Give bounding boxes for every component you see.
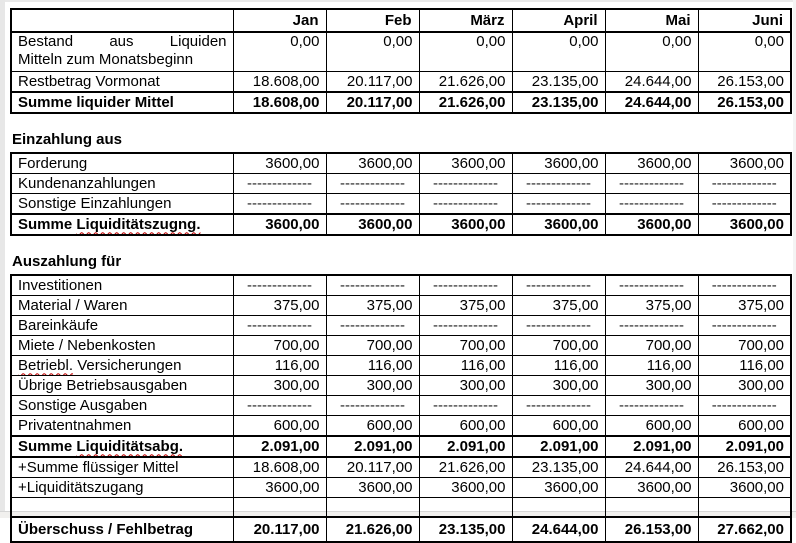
- row-label: Investitionen: [11, 275, 233, 296]
- value-cell: -------------: [419, 396, 512, 416]
- value-cell: 600,00: [326, 416, 419, 437]
- table-row: [11, 356, 791, 376]
- value-cell: 600,00: [233, 416, 326, 437]
- value-cell: 2.091,00: [326, 436, 419, 457]
- value-cell: -------------: [326, 174, 419, 194]
- label-spellcheck-marked: Liquiditätszugng.: [76, 215, 201, 233]
- value-cell: 3600,00: [512, 214, 605, 235]
- value-cell: 300,00: [605, 376, 698, 396]
- row-label: Forderung: [11, 153, 233, 174]
- value-cell: 18.608,00: [233, 457, 326, 478]
- row-label: Sonstige Ausgaben: [11, 396, 233, 416]
- row-label: [11, 356, 233, 376]
- value-cell: 300,00: [419, 376, 512, 396]
- value-cell: 3600,00: [233, 153, 326, 174]
- value-cell: 24.644,00: [512, 517, 605, 542]
- value-cell: -------------: [698, 194, 791, 215]
- value-cell: -------------: [326, 396, 419, 416]
- value-cell: -------------: [605, 316, 698, 336]
- value-cell: 26.153,00: [698, 457, 791, 478]
- value-cell: 600,00: [419, 416, 512, 437]
- value-cell: 3600,00: [605, 478, 698, 498]
- table-row: [11, 478, 791, 498]
- row-label: Übrige Betriebsausgaben: [11, 376, 233, 396]
- value-cell: 3600,00: [605, 153, 698, 174]
- value-cell: 375,00: [605, 296, 698, 316]
- row-label: Kundenanzahlungen: [11, 174, 233, 194]
- value-cell: -------------: [698, 174, 791, 194]
- label-text: Summe: [18, 437, 77, 455]
- value-cell: 700,00: [605, 336, 698, 356]
- row-label: Restbetrag Vormonat: [11, 72, 233, 93]
- value-cell: 26.153,00: [698, 72, 791, 93]
- row-label: Summe liquider Mittel: [11, 92, 233, 113]
- table-row: [11, 376, 791, 396]
- value-cell: 2.091,00: [698, 436, 791, 457]
- value-cell: 3600,00: [698, 153, 791, 174]
- value-cell: 20.117,00: [326, 72, 419, 93]
- value-cell: [419, 498, 512, 518]
- table-row: [11, 396, 791, 416]
- value-cell: 3600,00: [233, 478, 326, 498]
- value-cell: 27.662,00: [698, 517, 791, 542]
- row-label: Privatentnahmen: [11, 416, 233, 437]
- value-cell: -------------: [698, 275, 791, 296]
- page-edge-top: [0, 0, 796, 2]
- table-body: [11, 275, 791, 542]
- value-cell: 26.153,00: [698, 92, 791, 113]
- table-row: [11, 194, 791, 215]
- value-cell: 3600,00: [326, 214, 419, 235]
- month-header: März: [419, 9, 512, 32]
- value-cell: 26.153,00: [605, 517, 698, 542]
- label-text: Versicherungen: [73, 356, 182, 374]
- value-cell: 3600,00: [419, 478, 512, 498]
- value-cell: 2.091,00: [605, 436, 698, 457]
- value-cell: 0,00: [698, 32, 791, 72]
- value-cell: -------------: [419, 174, 512, 194]
- value-cell: [233, 498, 326, 518]
- page-edge-left: [0, 0, 5, 518]
- month-header: Feb: [326, 9, 419, 32]
- row-label-line1: Bestand aus Liquiden: [18, 33, 227, 50]
- value-cell: 2.091,00: [512, 436, 605, 457]
- table-row: [11, 32, 791, 72]
- value-cell: 700,00: [419, 336, 512, 356]
- value-cell: -------------: [605, 396, 698, 416]
- value-cell: 3600,00: [419, 214, 512, 235]
- label-text: Summe: [18, 215, 77, 233]
- table-row: [11, 517, 791, 542]
- value-cell: -------------: [605, 194, 698, 215]
- corner-cell: [11, 9, 233, 32]
- row-label: +Summe flüssiger Mittel: [11, 457, 233, 478]
- row-label: Überschuss / Fehlbetrag: [11, 517, 233, 542]
- value-cell: 23.135,00: [512, 92, 605, 113]
- value-cell: -------------: [326, 275, 419, 296]
- value-cell: -------------: [419, 316, 512, 336]
- table-body: [11, 153, 791, 235]
- row-label: [11, 498, 233, 518]
- value-cell: 3600,00: [512, 478, 605, 498]
- value-cell: 23.135,00: [512, 457, 605, 478]
- value-cell: 18.608,00: [233, 92, 326, 113]
- value-cell: 0,00: [605, 32, 698, 72]
- table-row: [11, 416, 791, 437]
- table-row: [11, 336, 791, 356]
- row-label: Bareinkäufe: [11, 316, 233, 336]
- row-label: [11, 32, 233, 72]
- section-heading-auszahlung: Auszahlung für: [12, 253, 122, 270]
- auszahlung-table: [10, 274, 792, 543]
- value-cell: 3600,00: [326, 153, 419, 174]
- label-spellcheck-marked: Liquiditätsabg.: [76, 437, 184, 455]
- value-cell: 600,00: [512, 416, 605, 437]
- row-label: [11, 436, 233, 457]
- value-cell: -------------: [233, 194, 326, 215]
- value-cell: [512, 498, 605, 518]
- row-label: +Liquiditätszugang: [11, 478, 233, 498]
- value-cell: -------------: [698, 316, 791, 336]
- value-cell: 3600,00: [233, 214, 326, 235]
- value-cell: -------------: [326, 316, 419, 336]
- value-cell: 21.626,00: [419, 457, 512, 478]
- value-cell: -------------: [512, 194, 605, 215]
- section-heading-einzahlung: Einzahlung aus: [12, 131, 123, 148]
- value-cell: 116,00: [233, 356, 326, 376]
- table-row: [11, 436, 791, 457]
- value-cell: -------------: [419, 194, 512, 215]
- value-cell: 2.091,00: [233, 436, 326, 457]
- value-cell: 300,00: [698, 376, 791, 396]
- value-cell: [326, 498, 419, 518]
- month-header: Mai: [605, 9, 698, 32]
- table-row: [11, 296, 791, 316]
- value-cell: 600,00: [605, 416, 698, 437]
- value-cell: 116,00: [698, 356, 791, 376]
- value-cell: -------------: [233, 174, 326, 194]
- value-cell: 21.626,00: [419, 72, 512, 93]
- row-label: Miete / Nebenkosten: [11, 336, 233, 356]
- row-label: Material / Waren: [11, 296, 233, 316]
- value-cell: 0,00: [419, 32, 512, 72]
- value-cell: 23.135,00: [512, 72, 605, 93]
- liquidity-plan-document: [10, 8, 790, 543]
- value-cell: 700,00: [512, 336, 605, 356]
- value-cell: 375,00: [512, 296, 605, 316]
- table-row: [11, 498, 791, 518]
- value-cell: 3600,00: [605, 214, 698, 235]
- value-cell: 0,00: [233, 32, 326, 72]
- value-cell: 18.608,00: [233, 72, 326, 93]
- value-cell: -------------: [512, 174, 605, 194]
- month-header-row: [11, 9, 791, 32]
- row-label-line2: Mitteln zum Monatsbeginn: [18, 51, 194, 68]
- value-cell: 0,00: [326, 32, 419, 72]
- value-cell: 116,00: [419, 356, 512, 376]
- value-cell: 3600,00: [419, 153, 512, 174]
- value-cell: -------------: [605, 275, 698, 296]
- value-cell: -------------: [419, 275, 512, 296]
- value-cell: 0,00: [512, 32, 605, 72]
- value-cell: 21.626,00: [419, 92, 512, 113]
- value-cell: 375,00: [326, 296, 419, 316]
- value-cell: 3600,00: [698, 214, 791, 235]
- value-cell: -------------: [512, 316, 605, 336]
- value-cell: 600,00: [698, 416, 791, 437]
- value-cell: 23.135,00: [419, 517, 512, 542]
- value-cell: 20.117,00: [326, 92, 419, 113]
- row-label: [11, 214, 233, 235]
- value-cell: -------------: [233, 396, 326, 416]
- label-spellcheck-marked: Betriebl.: [18, 356, 74, 374]
- einzahlung-table: [10, 152, 792, 236]
- value-cell: 700,00: [233, 336, 326, 356]
- value-cell: 375,00: [419, 296, 512, 316]
- value-cell: 300,00: [512, 376, 605, 396]
- month-header: Juni: [698, 9, 791, 32]
- table-row: [11, 72, 791, 93]
- value-cell: -------------: [698, 396, 791, 416]
- value-cell: -------------: [512, 396, 605, 416]
- value-cell: [605, 498, 698, 518]
- value-cell: 21.626,00: [326, 517, 419, 542]
- value-cell: 375,00: [698, 296, 791, 316]
- month-header: Jan: [233, 9, 326, 32]
- table-row: [11, 153, 791, 174]
- value-cell: -------------: [512, 275, 605, 296]
- value-cell: 116,00: [326, 356, 419, 376]
- value-cell: 700,00: [326, 336, 419, 356]
- value-cell: 20.117,00: [233, 517, 326, 542]
- value-cell: 3600,00: [698, 478, 791, 498]
- table-row: [11, 92, 791, 113]
- value-cell: -------------: [233, 275, 326, 296]
- value-cell: -------------: [605, 174, 698, 194]
- header-row: [11, 9, 791, 32]
- value-cell: -------------: [326, 194, 419, 215]
- value-cell: [698, 498, 791, 518]
- value-cell: 375,00: [233, 296, 326, 316]
- liquid-funds-table: [10, 8, 792, 114]
- value-cell: 700,00: [698, 336, 791, 356]
- value-cell: 2.091,00: [419, 436, 512, 457]
- table-body: [11, 32, 791, 113]
- value-cell: 24.644,00: [605, 92, 698, 113]
- value-cell: 116,00: [605, 356, 698, 376]
- month-header: April: [512, 9, 605, 32]
- value-cell: 3600,00: [512, 153, 605, 174]
- table-row: [11, 316, 791, 336]
- table-row: [11, 174, 791, 194]
- table-row: [11, 457, 791, 478]
- value-cell: 24.644,00: [605, 72, 698, 93]
- value-cell: 116,00: [512, 356, 605, 376]
- value-cell: 3600,00: [326, 478, 419, 498]
- table-row: [11, 214, 791, 235]
- table-row: [11, 275, 791, 296]
- value-cell: 300,00: [326, 376, 419, 396]
- row-label: Sonstige Einzahlungen: [11, 194, 233, 215]
- value-cell: 20.117,00: [326, 457, 419, 478]
- value-cell: 24.644,00: [605, 457, 698, 478]
- value-cell: 300,00: [233, 376, 326, 396]
- value-cell: -------------: [233, 316, 326, 336]
